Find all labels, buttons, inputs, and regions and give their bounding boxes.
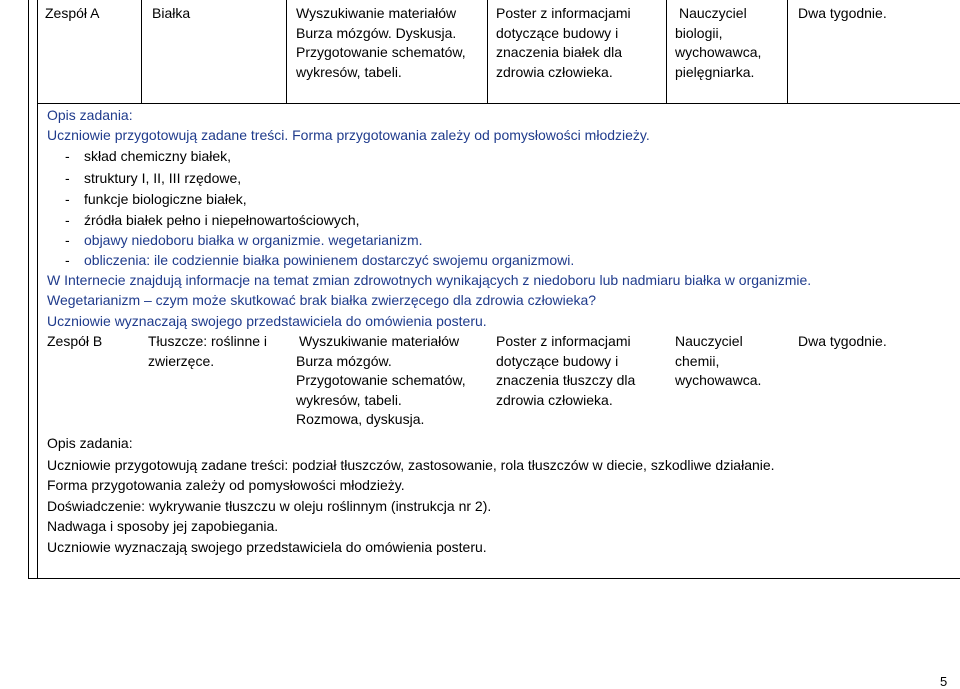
row-a-team: Zespół A: [45, 5, 100, 21]
row-b-product-line: Poster z informacjami: [496, 333, 631, 349]
row-a-supervisors: [675, 4, 761, 82]
desc-b-line: Nadwaga i sposoby jej zapobiegania.: [47, 518, 279, 534]
desc-a-bullet: źródła białek pełno i niepełnowartościowych,: [84, 212, 360, 228]
row-b-topic-line: Tłuszcze: roślinne i: [148, 333, 268, 349]
row-b-topic-line: zwierzęce.: [148, 352, 215, 369]
row-b-supervisors-line: chemii,: [675, 352, 720, 369]
bullet-marker: -: [65, 170, 70, 186]
desc-b-line: Uczniowie przygotowują zadane treści: podział tłuszczów, zastosowanie, rola tłuszczów w diecie, szkodliwe działanie.: [47, 457, 775, 473]
row-a-product: [496, 4, 631, 82]
row-a-product-line: dotyczące budowy i: [496, 24, 619, 41]
desc-a-intro: Uczniowie przygotowują zadane treści. Forma przygotowania zależy od pomysłowości młodzieży.: [47, 127, 650, 143]
desc-a-paragraph: Wegetarianizm – czym może skutkować brak białka zwierzęcego dla zdrowia człowieka?: [47, 292, 597, 308]
desc-b-heading: Opis zadania:: [47, 435, 133, 451]
row-b-methods-line: Przygotowanie schematów,: [296, 372, 466, 388]
row-b-duration: Dwa tygodnie.: [798, 333, 887, 349]
row-a-supervisors-line: pielęgniarka.: [675, 63, 755, 80]
bullet-marker: -: [65, 212, 70, 228]
col-divider-1: [141, 0, 142, 103]
desc-a-bullet: struktury I, II, III rzędowe,: [84, 170, 242, 186]
desc-a-paragraph: Uczniowie wyznaczają swojego przedstawiciela do omówienia posteru.: [47, 313, 487, 329]
desc-a-heading: Opis zadania:: [47, 107, 133, 123]
row-b-methods-line: Burza mózgów.: [296, 352, 392, 369]
row-a-product-line: zdrowia człowieka.: [496, 63, 613, 80]
desc-a-bullet: objawy niedoboru białka w organizmie. wegetarianizm.: [84, 232, 423, 248]
row-a-methods-line: Burza mózgów. Dyskusja.: [296, 24, 457, 41]
row-b-product-line: znaczenia tłuszczy dla: [496, 372, 636, 388]
row-a-methods-line: Przygotowanie schematów,: [296, 44, 466, 60]
row-b-methods-line: Rozmowa, dyskusja.: [296, 411, 425, 427]
col-divider-3: [487, 0, 488, 103]
page-number: 5: [940, 674, 948, 689]
bullet-marker: -: [65, 191, 70, 207]
desc-a-paragraph: W Internecie znajdują informacje na temat zmian zdrowotnych wynikających z niedoboru lub nadmiaru białka w organizmie.: [47, 272, 812, 288]
bullet-marker: -: [65, 148, 70, 164]
row-a-methods: [296, 4, 466, 82]
desc-a-bullet: skład chemiczny białek,: [84, 148, 232, 164]
row-b-supervisors-line: wychowawca.: [675, 372, 762, 388]
col-divider-4: [666, 0, 667, 103]
col-divider-5: [787, 0, 788, 103]
row-a-product-line: znaczenia białek dla: [496, 44, 623, 60]
row-a-supervisors-line: wychowawca,: [675, 44, 762, 60]
desc-b-line: Doświadczenie: wykrywanie tłuszczu w oleju roślinnym (instrukcja nr 2).: [47, 498, 492, 514]
row-b-methods-line: wykresów, tabeli.: [296, 391, 402, 408]
row-b-product: [496, 332, 635, 410]
desc-b-line: Forma przygotowania zależy od pomysłowości młodzieży.: [47, 477, 405, 493]
row-a-supervisors-line: biologii,: [675, 24, 723, 41]
row-b-methods: [296, 332, 466, 430]
row-b-product-line: dotyczące budowy i: [496, 352, 619, 369]
table-inner-border: [37, 0, 38, 578]
desc-a-bullet: funkcje biologiczne białek,: [84, 191, 247, 207]
row-a-separator: [38, 103, 960, 104]
desc-b-line: Uczniowie wyznaczają swojego przedstawiciela do omówienia posteru.: [47, 539, 487, 555]
row-a-methods-line: wykresów, tabeli.: [296, 63, 402, 80]
row-a-methods-line: Wyszukiwanie materiałów: [296, 5, 457, 21]
col-divider-2: [286, 0, 287, 103]
row-b-methods-line: Wyszukiwanie materiałów: [299, 333, 460, 349]
bullet-marker: -: [65, 232, 70, 248]
row-a-product-line: Poster z informacjami: [496, 5, 631, 21]
row-a-topic: Białka: [152, 5, 191, 21]
row-b-topic: [148, 332, 267, 371]
desc-a-bullet: obliczenia: ile codziennie białka powinienem dostarczyć swojemu organizmowi.: [84, 252, 575, 268]
bullet-marker: -: [65, 252, 70, 268]
row-a-duration: Dwa tygodnie.: [798, 5, 887, 21]
row-b-team: Zespół B: [47, 333, 103, 349]
row-a-supervisors-line: Nauczyciel: [679, 5, 747, 21]
row-b-supervisors-line: Nauczyciel: [675, 333, 743, 349]
row-b-supervisors: [675, 332, 761, 391]
row-b-product-line: zdrowia człowieka.: [496, 391, 613, 408]
